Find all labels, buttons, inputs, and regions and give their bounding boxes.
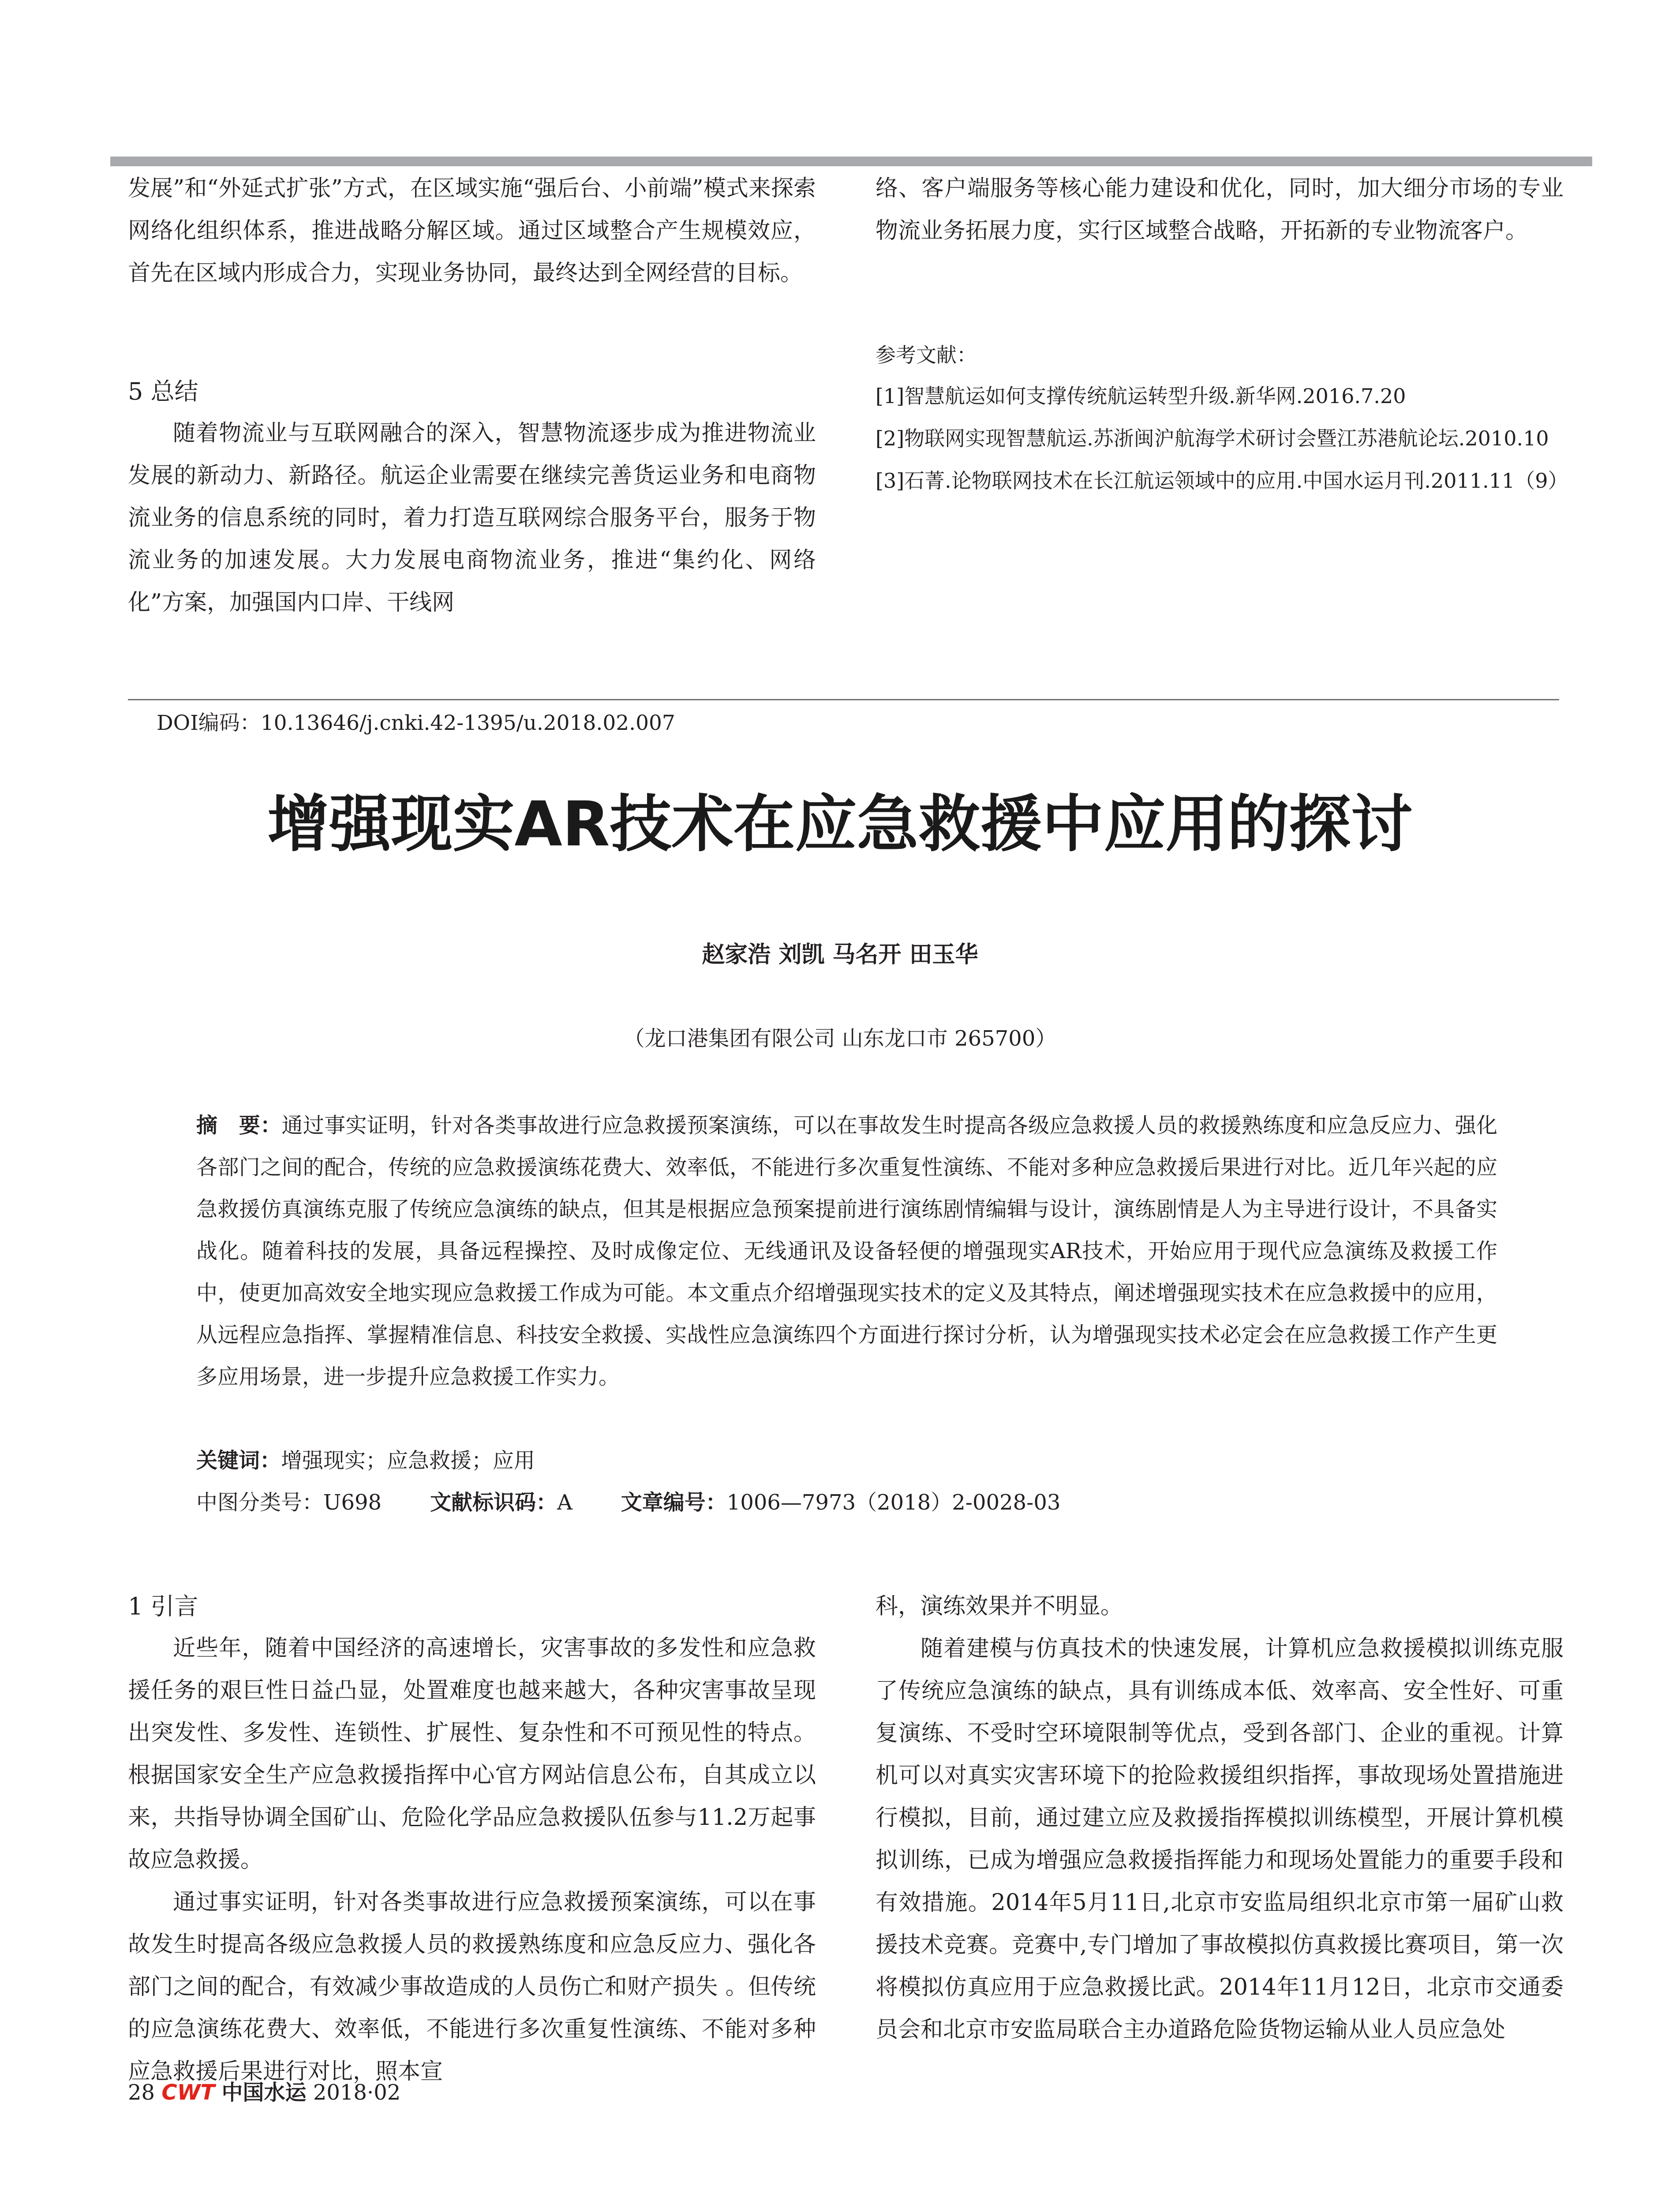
article-title: 增强现实AR技术在应急救援中应用的探讨 (267, 789, 1413, 860)
authors: 赵家浩 刘凯 马名开 田玉华 (702, 942, 978, 968)
keywords-text: 增强现实；应急救援；应用 (281, 1448, 535, 1473)
abstract-label: 摘 要： (196, 1113, 282, 1138)
article-number-label: 文章编号： (621, 1490, 727, 1515)
article-number-value: 1006—7973（2018）2-0028-03 (726, 1490, 1061, 1515)
paragraph: 发展”和“外延式扩张”方式，在区域实施“强后台、小前端”模式来探索网络化组织体系，推进战略分解区域。通过区域整合产生规模效应，首先在区域内形成合力，实现业务协同，最终达到全网经营的目标。 (128, 176, 816, 286)
abstract-text: 通过事实证明，针对各类事故进行应急救援预案演练，可以在事故发生时提高各级应急救援人员的救援熟练度和应急反应力、强化各部门之间的配合，传统的应急救援演练花费大、效率低，不能进行多次重复性演练、不能对多种应急救援后果进行对比。近几年兴起的应急救援仿真演练克服了传统应急演练的缺点，但其是根据应急预案提前进行演练剧情编辑与设计，演练剧情是人为主导进行设计，不具备实战化。随着科技的发展，具备远程操控、及时成像定位、无线通讯及设备轻便的增强现实AR技术，开始应用于现代应急演练及救援工作中，使更加高效安全地实现应急救援工作成为可能。本文重点介绍增强现实技术的定义及其特点，阐述增强现实技术在应急救援中的应用，从远程应急指挥、掌握精准信息、科技安全救援、实战性应急演练四个方面进行探讨分析，认为增强现实技术必定会在应急救援工作产生更多应用场景，进一步提升应急救援工作实力。 (196, 1113, 1497, 1389)
keywords-label: 关键词： (196, 1448, 281, 1473)
issue: 2018·02 (313, 2080, 401, 2105)
doc-code-label: 文献标识码： (430, 1490, 558, 1515)
header-rule (110, 157, 1592, 166)
reference-item: [2]物联网实现智慧航运.苏浙闽沪航海学术研讨会暨江苏港航论坛.2010.10 (876, 426, 1549, 450)
journal-name: 中国水运 (221, 2080, 307, 2105)
continued-text-left (128, 168, 816, 295)
paragraph: 近些年，随着中国经济的高速增长，灾害事故的多发性和应急救援任务的艰巨性日益凸显，处置难度也越来越大，各种灾害事故呈现出突发性、多发性、连锁性、扩展性、复杂性和不可预见性的特点。根据国家安全生产应急救援指挥中心官方网站信息公布，自其成立以来，共指导协调全国矿山、危险化学品应急救援队伍参与11.2万起事故应急救援。 (128, 1635, 816, 1873)
clc-label: 中图分类号： (196, 1490, 324, 1515)
page-footer (128, 2073, 400, 2112)
abstract (196, 1105, 1497, 1398)
references-heading: 参考文献： (876, 343, 977, 367)
paragraph: 通过事实证明，针对各类事故进行应急救援预案演练，可以在事故发生时提高各级应急救援人员的救援熟练度和应急反应力、强化各部门之间的配合，有效减少事故造成的人员伤亡和财产损失 。但传统的应急演练花费大、效率低，不能进行多次重复性演练、不能对多种应急救援后果进行对比，照本宣 (128, 1889, 816, 2085)
section-heading: 5 总结 (128, 377, 198, 405)
intro-text-right (876, 1585, 1564, 2051)
paragraph: 科，演练效果并不明显。 (876, 1593, 1123, 1619)
doi: DOI编码：10.13646/j.cnki.42-1395/u.2018.02.007 (157, 711, 675, 735)
paragraph: 随着物流业与互联网融合的深入，智慧物流逐步成为推进物流业发展的新动力、新路径。航运企业需要在继续完善货运业务和电商物流业务的信息系统的同时，着力打造互联网综合服务平台，服务于物流业务的加速发展。大力发展电商物流业务，推进“集约化、网络化”方案，加强国内口岸、干线网 (128, 420, 816, 616)
keywords (196, 1440, 535, 1482)
references-list (876, 375, 1568, 502)
reference-item: [3]石菁.论物联网技术在长江航运领域中的应用.中国水运月刊.2011.11（9） (876, 469, 1568, 493)
affiliation: （龙口港集团有限公司 山东龙口市 265700） (623, 1026, 1057, 1051)
paragraph: 络、客户端服务等核心能力建设和优化，同时，加大细分市场的专业物流业务拓展力度，实行区域整合战略，开拓新的专业物流客户。 (876, 176, 1564, 244)
reference-item: [1]智慧航运如何支撑传统航运转型升级.新华网.2016.7.20 (876, 384, 1406, 408)
journal-logo: CWT (161, 2080, 215, 2105)
intro-text-left (128, 1627, 816, 2093)
section-heading: 1 引言 (128, 1592, 198, 1620)
article-divider (128, 699, 1559, 700)
clc-value: U698 (323, 1490, 382, 1515)
page-number: 28 (128, 2080, 155, 2105)
continued-text-right (876, 168, 1564, 252)
conclusion-text (128, 412, 816, 624)
classification-line (196, 1482, 1497, 1524)
doc-code-value: A (557, 1490, 572, 1515)
paragraph: 随着建模与仿真技术的快速发展，计算机应急救援模拟训练克服了传统应急演练的缺点，具有训练成本低、效率高、安全性好、可重复演练、不受时空环境限制等优点，受到各部门、企业的重视。计算机可以对真实灾害环境下的抢险救援组织指挥，事故现场处置措施进行模拟，目前，通过建立应及救援指挥模拟训练模型，开展计算机模拟训练，已成为增强应急救援指挥能力和现场处置能力的重要手段和有效措施。2014年5月11日,北京市安监局组织北京市第一届矿山救援技术竞赛。竞赛中,专门增加了事故模拟仿真救援比赛项目，第一次将模拟仿真应用于应急救援比武。2014年11月12日，北京市交通委员会和北京市安监局联合主办道路危险货物运输从业人员应急处 (876, 1636, 1564, 2043)
